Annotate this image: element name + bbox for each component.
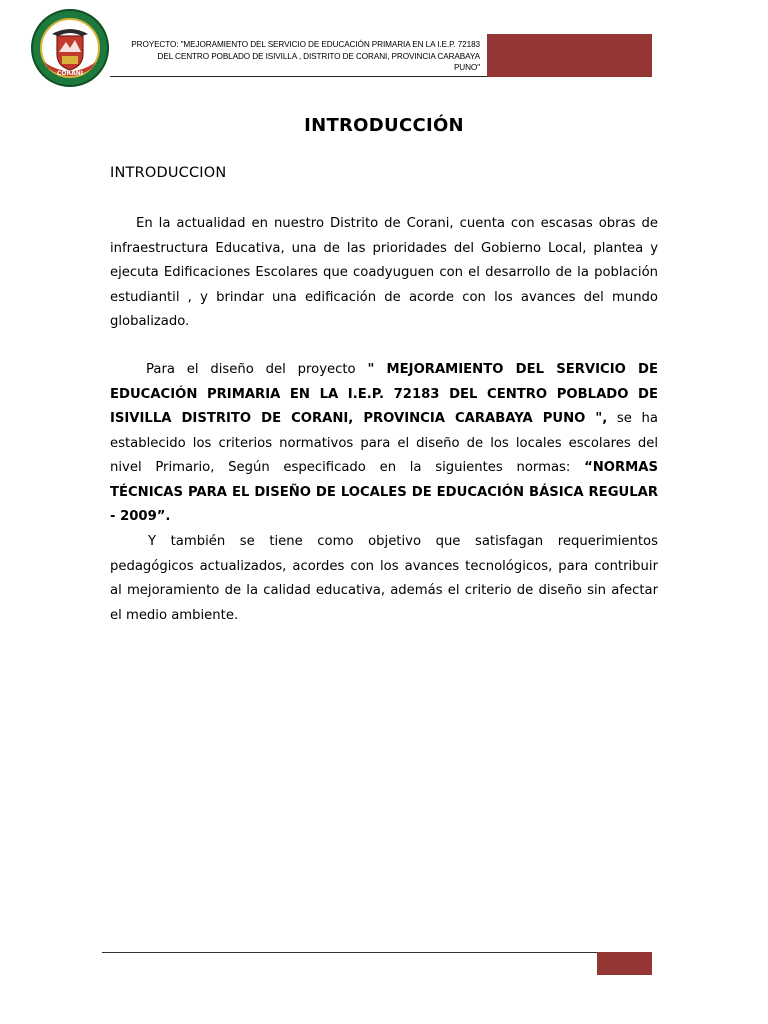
header-accent-box bbox=[487, 34, 652, 77]
municipality-seal-logo bbox=[30, 8, 110, 88]
paragraph-1: En la actualidad en nuestro Distrito de Corani, cuenta con escasas obras de infraestructura Educativa, una de las prioridades del Gobierno Local, plantea y ejecuta Edificaciones Escolares que coadyuguen con el desarrollo de la población estudiantil , y brindar una edificación de acorde con los avances del mundo globalizado. bbox=[110, 216, 658, 329]
footer-divider bbox=[102, 952, 597, 953]
page-title: INTRODUCCIÓN bbox=[304, 115, 464, 136]
paragraph-3: Y también se tiene como objetivo que satisfagan requerimientos pedagógicos actualizados, acordes con los avances tecnológicos, para contribuir al mejoramiento de la calidad educativa, además el criterio de diseño sin afectar el medio ambiente. bbox=[110, 534, 658, 623]
footer-accent-box bbox=[597, 952, 652, 975]
header-divider bbox=[110, 76, 487, 77]
project-name: " MEJORAMIENTO DEL SERVICIO DE EDUCACIÓN PRIMARIA EN LA I.E.P. 72183 DEL CENTRO POBLADO DE ISIVILLA DISTRITO DE CORANI, PROVINCIA CARABAYA PUNO ", bbox=[110, 362, 658, 426]
section-heading: INTRODUCCION bbox=[110, 165, 227, 181]
paragraph-2 bbox=[110, 358, 658, 530]
header-line-1: PROYECTO: "MEJORAMIENTO DEL SERVICIO DE EDUCACIÓN PRIMARIA EN LA I.E.P. 72183 bbox=[131, 40, 480, 49]
norm-reference: “NORMAS TÉCNICAS PARA EL DISEÑO DE LOCALES DE EDUCACIÓN BÁSICA REGULAR - 2009”. bbox=[110, 460, 658, 524]
header-line-2: DEL CENTRO POBLADO DE ISIVILLA , DISTRITO DE CORANI, PROVINCIA CARABAYA bbox=[157, 51, 480, 61]
project-header-text bbox=[110, 39, 480, 74]
paragraph-2-intro: Para el diseño del proyecto bbox=[146, 362, 368, 377]
header-line-3: PUNO" bbox=[453, 63, 480, 72]
svg-text:CORANI: CORANI bbox=[56, 70, 84, 77]
paragraph-2-body: se ha establecido los criterios normativos para el diseño de los locales escolares del nivel Primario, Según especificado en la siguientes normas: bbox=[110, 411, 658, 475]
